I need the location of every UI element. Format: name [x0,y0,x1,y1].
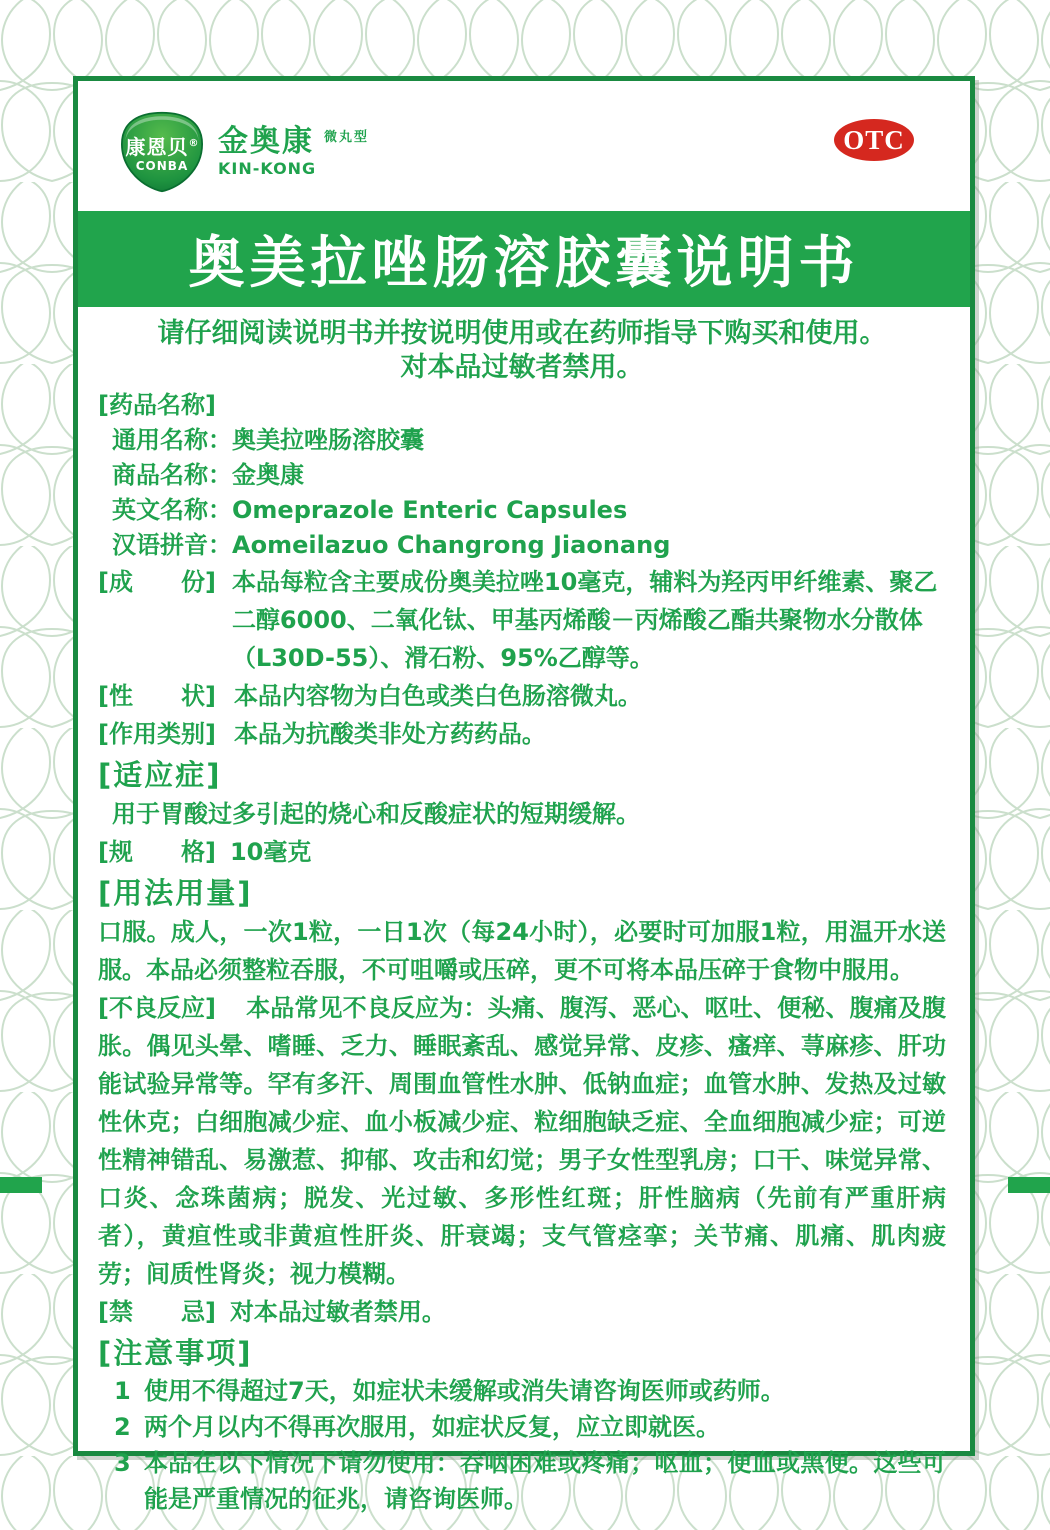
precaution-item-2 [114,1409,946,1445]
spec-text: 10毫克 [229,838,312,866]
intro-line-1: 请仔细阅读说明书并按说明使用或在药师指导下购买和使用。 [157,318,887,349]
precaution-1-number: 1 [114,1377,131,1405]
registered-mark-icon: ® [188,138,199,149]
section-contraindication [98,1293,946,1331]
indications-text: 用于胃酸过多引起的烧心和反酸症状的短期缓解。 [112,800,640,828]
trade-name-label: 商品名称： [112,461,232,489]
category-text: 本品为抗酸类非处方药药品。 [233,720,546,748]
character-text: 本品内容物为白色或类白色肠溶微丸。 [233,682,642,710]
adverse-label: [不良反应] [98,994,216,1022]
precaution-3-number: 3 [114,1449,131,1477]
section-adverse [98,989,946,1293]
english-name-label: 英文名称： [112,496,232,524]
intro-line-2: 对本品过敏者禁用。 [400,352,644,383]
conba-logo [118,111,206,193]
pinyin-name-value: Aomeilazuo Changrong Jiaonang [232,531,671,559]
precaution-item-1 [114,1373,946,1409]
generic-name-label: 通用名称： [112,426,232,454]
leaflet-sheet [73,76,975,1513]
pinyin-name-label: 汉语拼音： [112,531,232,559]
contraindication-text: 对本品过敏者禁用。 [229,1298,446,1326]
section-character [98,677,946,715]
character-label: [性 状] [98,682,216,710]
page-title: 奥美拉唑肠溶胶囊说明书 [188,231,860,296]
print-mark-right [1008,1177,1050,1193]
pinyin-name-row [112,528,946,563]
section-ingredients [98,563,946,677]
precaution-2-text: 两个月以内不得再次服用，如症状反复，应立即就医。 [144,1413,720,1441]
contraindication-label: [禁 忌] [98,1298,216,1326]
trade-name-value: 金奥康 [232,461,304,489]
usage-text: 口服。成人，一次1粒，一日1次（每24小时），必要时可加服1粒，用温开水送服。本品必须整粒吞服，不可咀嚼或压碎，更不可将本品压碎于食物中服用。 [98,918,946,984]
generic-name-row [112,423,946,458]
section-category [98,715,946,753]
section-indications-heading: [适应症] [98,758,222,792]
precaution-item-3 [114,1445,946,1517]
brand-name-cn: 金奥康 $^{微丸型}$ [218,124,370,159]
english-name-value: Omeprazole Enteric Capsules [232,496,628,524]
section-usage-heading: [用法用量] [98,876,253,910]
section-drug-name-label: [药品名称] [98,391,216,419]
precaution-1-text: 使用不得超过7天，如症状未缓解或消失请咨询医师或药师。 [144,1377,785,1405]
generic-name-value: 奥美拉唑肠溶胶囊 [232,426,424,454]
header [78,81,970,211]
precaution-2-number: 2 [114,1413,131,1441]
title-banner [78,211,970,307]
otc-badge: OTC [834,119,914,161]
ingredients-label: [成 份] [98,568,216,596]
conba-logo-en: CONBA [135,159,189,173]
brand-name-en: KIN-KONG [218,159,317,178]
precaution-3-text: 本品在以下情况下请勿使用：吞咽困难或疼痛；呕血；便血或黑便。这些可能是严重情况的征兆，请咨询医师。 [144,1449,946,1513]
category-label: [作用类别] [98,720,216,748]
leaflet-body [78,307,970,1517]
spec-label: [规 格] [98,838,216,866]
adverse-text: 本品常见不良反应为：头痛、腹泻、恶心、呕吐、便秘、腹痛及腹胀。偶见头晕、嗜睡、乏力、睡眠紊乱、感觉异常、皮疹、瘙痒、荨麻疹、肝功能试验异常等。罕有多汗、周围血管性水肿、低钠血症；血管水肿、发热及过敏性休克；白细胞减少症、血小板减少症、粒细胞缺乏症、全血细胞减少症；可逆性精神错乱、易激惹、抑郁、攻击和幻觉；男子女性型乳房；口干、味觉异常、口炎、念珠菌病；脱发、光过敏、多形性红斑；肝性脑病（先前有严重肝病者），黄疸性或非黄疸性肝炎、肝衰竭；支气管痉挛；关节痛、肌痛、肌肉疲劳；间质性肾炎；视力模糊。 [98,994,946,1288]
print-mark-left [0,1177,42,1193]
trade-name-row [112,458,946,493]
english-name-row [112,493,946,528]
brand-variant-label: 微丸型 [324,130,370,145]
section-precautions-heading: [注意事项] [98,1336,253,1370]
ingredients-text: 本品每粒含主要成份奥美拉唑10毫克，辅料为羟丙甲纤维素、聚乙二醇6000、二氧化钛、甲基丙烯酸－丙烯酸乙酯共聚物水分散体（L30D-55）、滑石粉、95%乙醇等。 [231,568,938,672]
section-spec [98,833,946,871]
conba-logo-cn: 康恩贝® [125,135,199,159]
brand-kinkong [218,123,369,178]
